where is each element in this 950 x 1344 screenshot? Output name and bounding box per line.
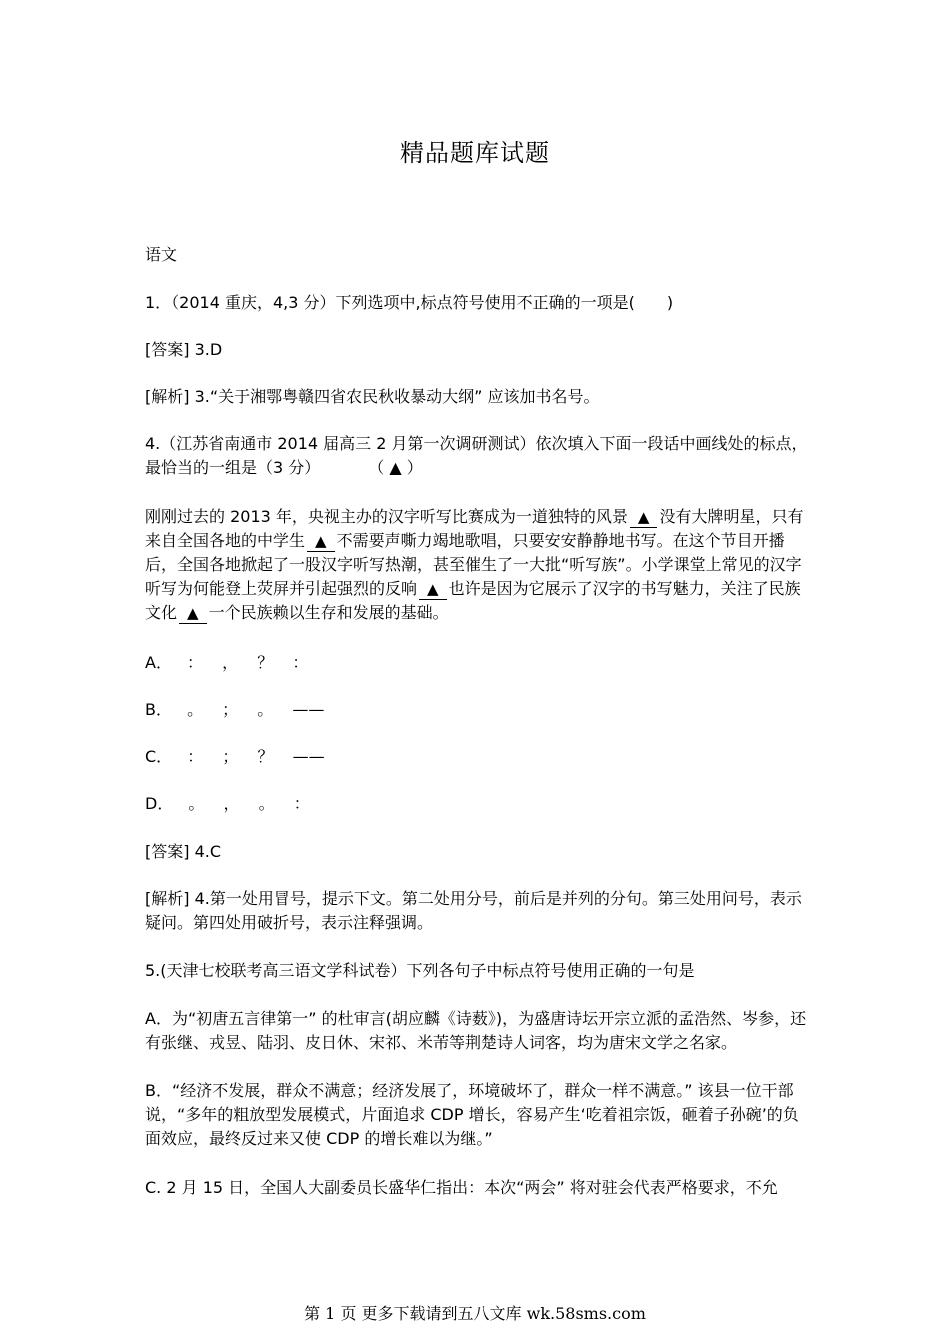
fill-blank: ▲	[307, 531, 335, 552]
page-footer: 第 1 页 更多下载请到五八文库 wk.58sms.com	[304, 1304, 646, 1323]
question-4-answer: [答案] 4.C	[145, 842, 222, 861]
question-4-stem: 4.（江苏省南通市 2014 届高三 2 月第一次调研测试）依次填入下面一段话中画线处的标点，最恰当的一组是（3 分） （ ▲ ）	[145, 434, 808, 477]
passage-segment: 不需要声嘶力竭地歌唱，只要安安静静地书写。在这个节目开播后，全国各地掀起了一股汉字听写热潮，甚至催生了一大批“听写族”。小学课堂上常见的汉字听写为何能登上荧屏并引起强烈的反响	[145, 531, 802, 598]
question-5-option-c: C. 2 月 15 日，全国人大副委员长盛华仁指出：本次“两会” 将对驻会代表严格要求，不允	[145, 1178, 778, 1197]
option-c: C． ： ； ？ ——	[145, 747, 325, 766]
passage-segment: 没有大牌明星，只有来自全国各地的中学生	[145, 507, 804, 550]
question-1-stem: 1．（2014 重庆，4,3 分）下列选项中,标点符号使用不正确的一项是( )	[145, 293, 674, 312]
question-5-option-b: B．“经济不发展，群众不满意；经济发展了，环境破坏了，群众一样不满意。” 该县一位干部说，“多年的粗放型发展模式，片面追求 CDP 增长，容易产生‘吃着祖宗饭，砸着子孙碗’的负面效应，最终反过来又使 CDP 的增长难以为继。”	[145, 1081, 799, 1148]
question-1-answer: [答案] 3.D	[145, 340, 223, 359]
fill-blank: ▲	[630, 507, 658, 528]
option-a: A． ： ， ？ ：	[145, 653, 309, 672]
question-4-passage	[145, 505, 810, 625]
question-5-option-a: A．为“初唐五言律第一” 的杜审言(胡应麟《诗薮》)，为盛唐诗坛开宗立派的孟浩然、岑参，还有张继、戎昱、陆羽、皮日休、宋祁、米芾等荆楚诗人词客，均为唐宋文学之名家。	[145, 1009, 807, 1052]
passage-segment: 刚刚过去的 2013 年，央视主办的汉字听写比赛成为一道独特的风景	[145, 507, 628, 526]
fill-blank: ▲	[179, 603, 207, 624]
question-5-stem: 5.(天津七校联考高三语文学科试卷）下列各句子中标点符号使用正确的一句是	[145, 961, 695, 980]
option-b: B． 。 ； 。 ——	[145, 700, 325, 719]
page-title: 精品题库试题	[400, 139, 550, 167]
question-4-analysis: [解析] 4.第一处用冒号，提示下文。第二处用分号，前后是并列的分句。第三处用问号，表示疑问。第四处用破折号，表示注释强调。	[145, 889, 802, 932]
passage-segment: 一个民族赖以生存和发展的基础。	[208, 603, 449, 622]
question-1-analysis: [解析] 3.“关于湘鄂粤赣四省农民秋收暴动大纲” 应该加书名号。	[145, 387, 600, 406]
subject-label: 语文	[145, 245, 178, 264]
fill-blank: ▲	[419, 579, 447, 600]
option-d: D． 。 ， 。 ：	[145, 794, 310, 813]
passage-segment: 也许是因为它展示了汉字的书写魅力，关注了民族文化	[145, 579, 801, 622]
